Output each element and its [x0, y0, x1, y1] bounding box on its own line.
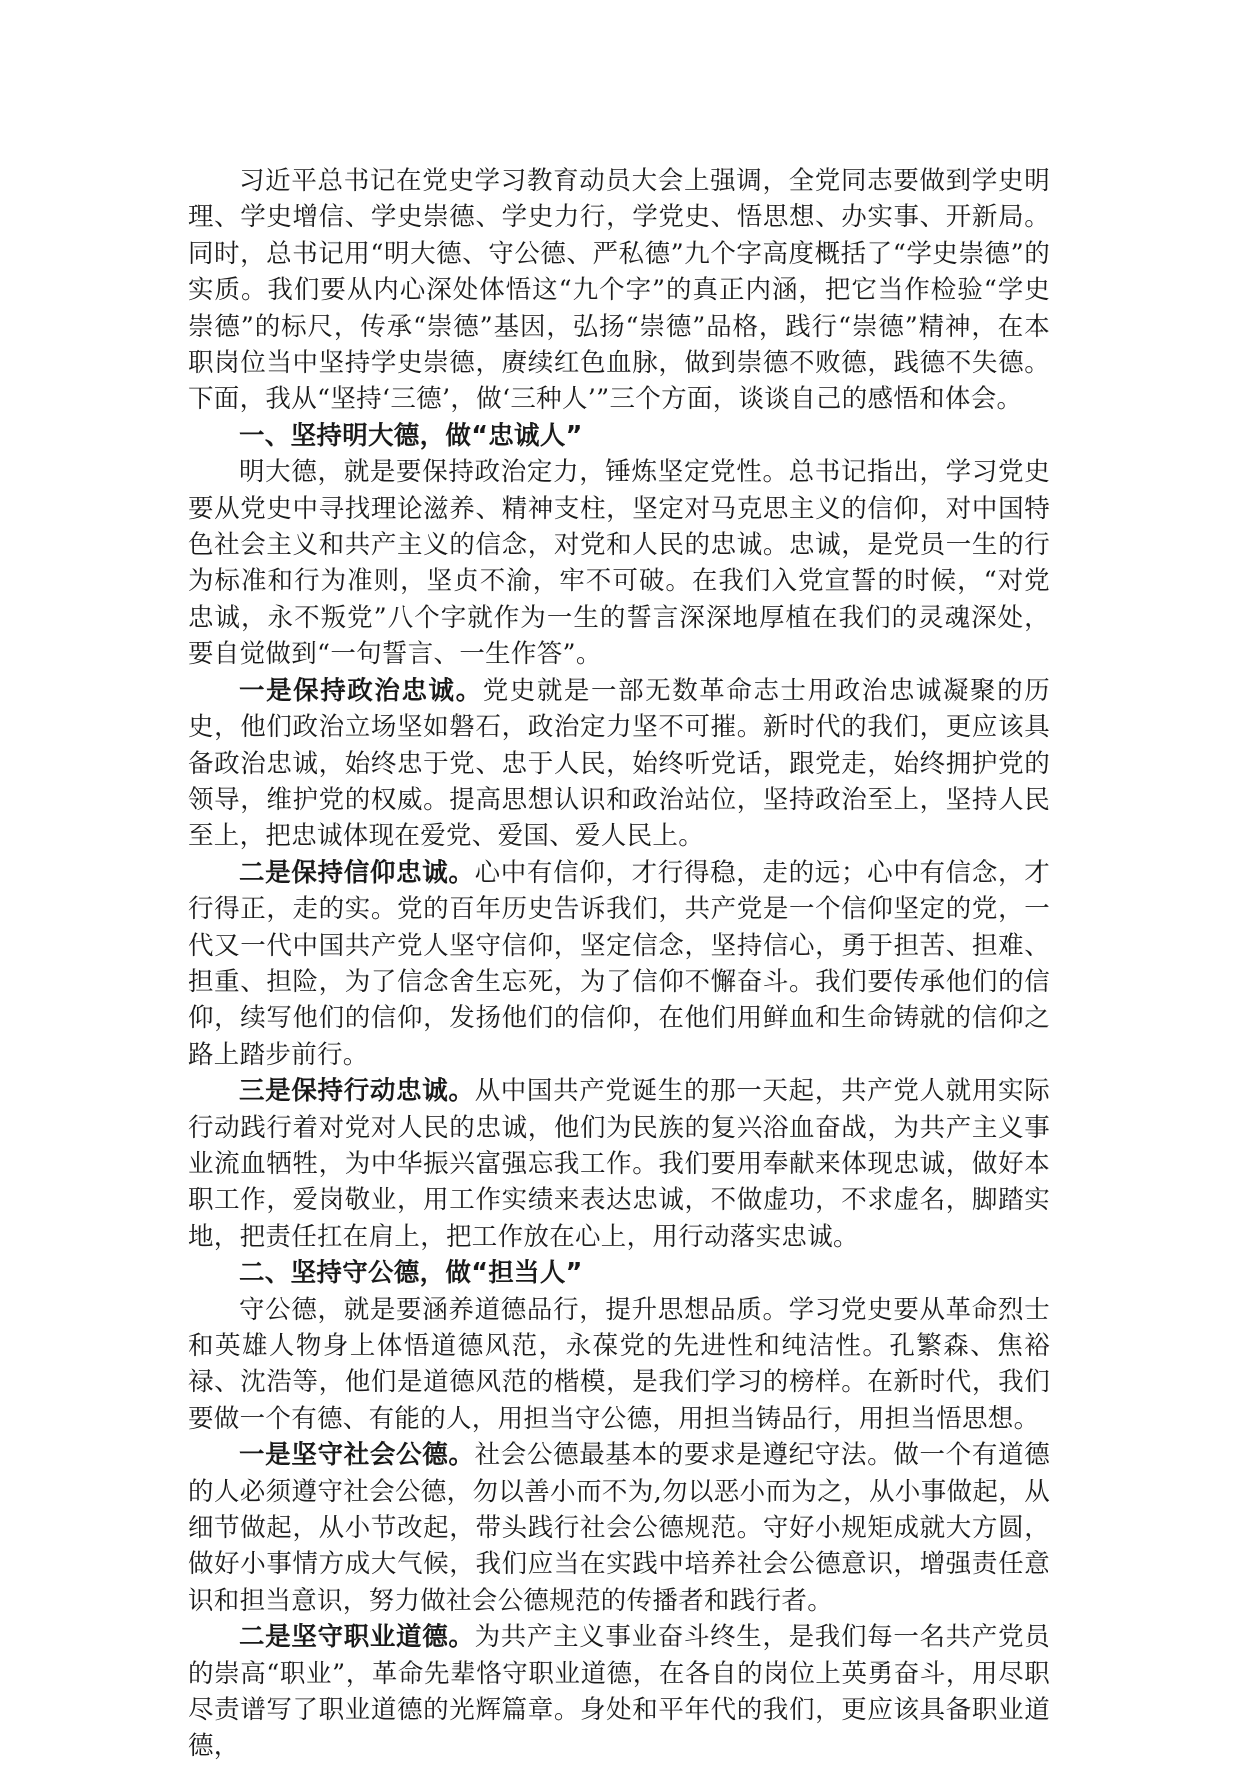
point-lead: 三是保持行动忠诚。: [239, 1076, 475, 1107]
section-1-point-2: [188, 855, 1050, 1073]
point-text: 社会公德最基本的要求是遵纪守法。做一个有道德的人必须遵守社会公德，勿以善小而不为,勿以恶小而为之，从小事做起，从细节做起，从小节改起，带头践行社会公德规范。守好小规矩成就大方圆，做好小事情方成大气候，我们应当在实践中培养社会公德意识，增强责任意识和担当意识，努力做社会公德规范的传播者和践行者。: [188, 1440, 1050, 1616]
document-body: [188, 163, 1050, 1765]
section-1-heading: 一、坚持明大德，做“忠诚人”: [239, 420, 583, 451]
point-lead: 一是保持政治忠诚。: [239, 675, 483, 706]
point-text: 从中国共产党诞生的那一天起，共产党人就用实际行动践行着对党对人民的忠诚，他们为民族的复兴浴血奋战，为共产主义事业流血牺牲，为中华振兴富强忘我工作。我们要用奉献来体现忠诚，做好本职工作，爱岗敬业，用工作实绩来表达忠诚，不做虚功，不求虚名，脚踏实地，把责任扛在肩上，把工作放在心上，用行动落实忠诚。: [188, 1076, 1050, 1252]
section-2-point-2: [188, 1619, 1050, 1765]
point-text: 为共产主义事业奋斗终生，是我们每一名共产党员的崇高“职业”，革命先辈恪守职业道德，在各自的岗位上英勇奋斗，用尽职尽责谱写了职业道德的光辉篇章。身处和平年代的我们，更应该具备职业道德，: [188, 1622, 1050, 1762]
point-lead: 二是保持信仰忠诚。: [239, 857, 475, 888]
section-1-point-3: [188, 1073, 1050, 1255]
section-2-intro: 守公德，就是要涵养道德品行，提升思想品质。学习党史要从革命烈士和英雄人物身上体悟道德风范，永葆党的先进性和纯洁性。孔繁森、焦裕禄、沈浩等，他们是道德风范的楷模，是我们学习的榜样。在新时代，我们要做一个有德、有能的人，用担当守公德，用担当铸品行，用担当悟思想。: [188, 1294, 1050, 1434]
section-2-point-1: [188, 1437, 1050, 1619]
point-lead: 一是坚守社会公德。: [239, 1440, 475, 1471]
section-1-point-1: [188, 673, 1050, 855]
point-lead: 二是坚守职业道德。: [239, 1622, 475, 1653]
intro-paragraph: 习近平总书记在党史学习教育动员大会上强调，全党同志要做到学史明理、学史增信、学史崇德、学史力行，学党史、悟思想、办实事、开新局。同时，总书记用“明大德、守公德、严私德”九个字高度概括了“学史崇德”的实质。我们要从内心深处体悟这“九个字”的真正内涵，把它当作检验“学史崇德”的标尺，传承“崇德”基因，弘扬“崇德”品格，践行“崇德”精神，在本职岗位当中坚持学史崇德，赓续红色血脉，做到崇德不败德，践德不失德。下面，我从“坚持‘三德’，做‘三种人’”三个方面，谈谈自己的感悟和体会。: [188, 166, 1050, 415]
section-1-intro: 明大德，就是要保持政治定力，锤炼坚定党性。总书记指出，学习党史要从党史中寻找理论滋养、精神支柱，坚定对马克思主义的信仰，对中国特色社会主义和共产主义的信念，对党和人民的忠诚。忠诚，是党员一生的行为标准和行为准则，坚贞不渝，牢不可破。在我们入党宣誓的时候，“对党忠诚，永不叛党”八个字就作为一生的誓言深深地厚植在我们的灵魂深处，要自觉做到“一句誓言、一生作答”。: [188, 457, 1050, 670]
point-text: 心中有信仰，才行得稳，走的远；心中有信念，才行得正，走的实。党的百年历史告诉我们，共产党是一个信仰坚定的党，一代又一代中国共产党人坚守信仰，坚定信念，坚持信心，勇于担苦、担难、担重、担险，为了信念舍生忘死，为了信仰不懈奋斗。我们要传承他们的信仰，续写他们的信仰，发扬他们的信仰，在他们用鲜血和生命铸就的信仰之路上踏步前行。: [188, 857, 1050, 1070]
section-2-heading: 二、坚持守公德，做“担当人”: [239, 1258, 583, 1289]
point-text: 党史就是一部无数革命志士用政治忠诚凝聚的历史，他们政治立场坚如磐石，政治定力坚不可摧。新时代的我们，更应该具备政治忠诚，始终忠于党、忠于人民，始终听党话，跟党走，始终拥护党的领导，维护党的权威。提高思想认识和政治站位，坚持政治至上，坚持人民至上，把忠诚体现在爱党、爱国、爱人民上。: [188, 675, 1050, 852]
